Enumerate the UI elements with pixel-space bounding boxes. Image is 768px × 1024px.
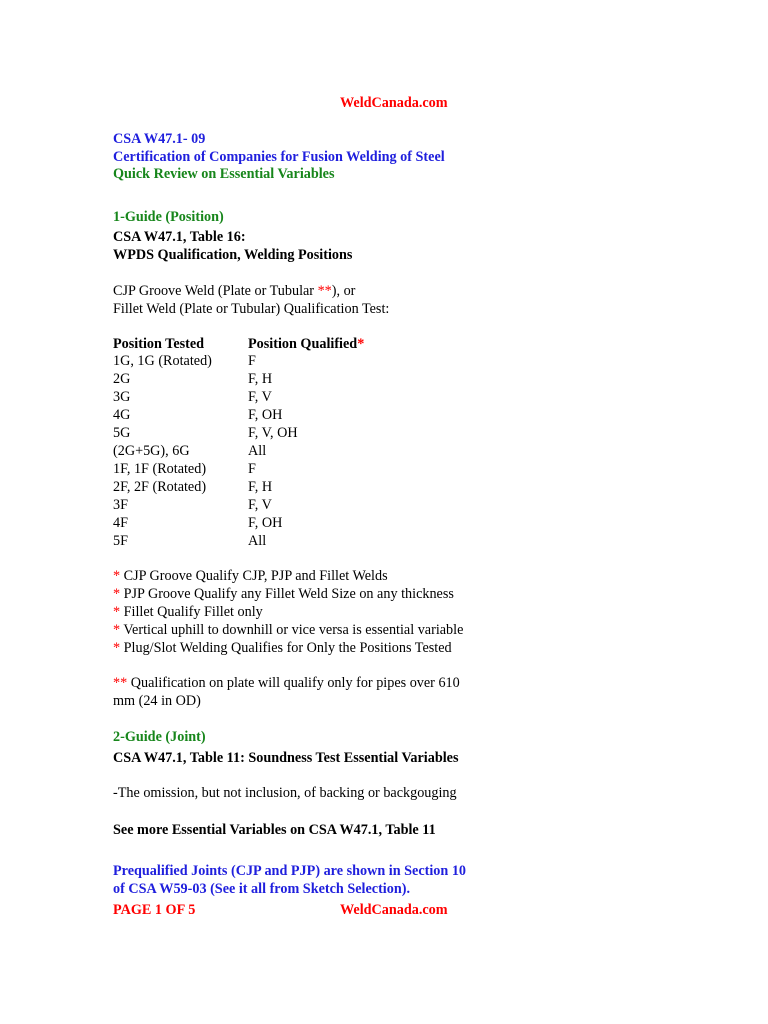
guide1-reference-line2: WPDS Qualification, Welding Positions (113, 247, 353, 263)
table-cell-tested: 5G (113, 425, 131, 441)
table-cell-tested: 1F, 1F (Rotated) (113, 461, 207, 477)
table-cell-tested: 5F (113, 533, 128, 549)
prequalified-line1: Prequalified Joints (CJP and PJP) are shown in Section 10 (113, 863, 467, 879)
note-text: Fillet Qualify Fillet only (120, 604, 263, 620)
pipe-note-line2: mm (24 in OD) (113, 693, 201, 709)
table-cell-qualified: F, H (248, 371, 273, 387)
note-item (113, 585, 454, 603)
note-text: PJP Groove Qualify any Fillet Weld Size on any thickness (120, 586, 454, 602)
table-cell-qualified: All (248, 533, 267, 549)
guide2-omission-note: -The omission, but not inclusion, of backing or backgouging (113, 785, 457, 801)
guide2-heading: 2-Guide (Joint) (113, 729, 206, 745)
header-site-name: WeldCanada.com (340, 95, 448, 111)
pipe-note-text: Qualification on plate will qualify only for pipes over 610 (127, 675, 460, 691)
asterisk-marker: * (113, 622, 121, 638)
table-cell-qualified: F, V (248, 389, 272, 405)
qualification-test-line2: Fillet Weld (Plate or Tubular) Qualification Test: (113, 301, 390, 317)
table-cell-tested: 3G (113, 389, 131, 405)
table-cell-tested: 1G, 1G (Rotated) (113, 353, 212, 369)
note-item (113, 567, 388, 585)
table-cell-qualified: F, H (248, 479, 273, 495)
table-cell-qualified: F, V, OH (248, 425, 298, 441)
table-cell-qualified: F (248, 461, 256, 477)
prequalified-line2: of CSA W59-03 (See it all from Sketch Selection). (113, 881, 410, 897)
table-cell-qualified: F, OH (248, 515, 283, 531)
table-cell-qualified: F, V (248, 497, 272, 513)
see-more-note: See more Essential Variables on CSA W47.1, Table 11 (113, 822, 436, 838)
qualification-test-line1 (113, 282, 355, 300)
note-text: Plug/Slot Welding Qualifies for Only the Positions Tested (120, 640, 452, 656)
table-cell-tested: 2F, 2F (Rotated) (113, 479, 207, 495)
note-text: CJP Groove Qualify CJP, PJP and Fillet Welds (120, 568, 388, 584)
table-cell-tested: 3F (113, 497, 128, 513)
position-qualified-label: Position Qualified (248, 336, 358, 352)
table-cell-tested: 4G (113, 407, 131, 423)
table-cell-tested: 4F (113, 515, 128, 531)
footer-site-name: WeldCanada.com (340, 902, 448, 918)
standard-title: Certification of Companies for Fusion Welding of Steel (113, 149, 445, 165)
column-header-position-tested: Position Tested (113, 336, 205, 352)
standard-code: CSA W47.1- 09 (113, 131, 206, 147)
column-header-position-qualified (248, 335, 364, 353)
asterisk-marker: * (113, 604, 121, 620)
test-line1-text: CJP Groove Weld (Plate or Tubular (113, 283, 318, 299)
table-cell-qualified: All (248, 443, 267, 459)
footer-page-number: PAGE 1 OF 5 (113, 902, 196, 918)
guide1-heading: 1-Guide (Position) (113, 209, 224, 225)
note-text: Vertical uphill to downhill or vice versa is essential variable (120, 622, 464, 638)
note-item (113, 639, 452, 657)
guide2-reference: CSA W47.1, Table 11: Soundness Test Essential Variables (113, 750, 459, 766)
asterisk-marker: * (113, 586, 121, 602)
guide1-reference-line1: CSA W47.1, Table 16: (113, 229, 246, 245)
test-line1-suffix: ), or (331, 283, 356, 299)
note-item (113, 603, 263, 621)
asterisk-marker: * (357, 336, 365, 352)
double-asterisk-marker: ** (113, 675, 128, 691)
table-cell-qualified: F, OH (248, 407, 283, 423)
asterisk-marker: * (113, 640, 121, 656)
pipe-note-line1 (113, 674, 460, 692)
table-cell-qualified: F (248, 353, 256, 369)
table-cell-tested: 2G (113, 371, 131, 387)
double-asterisk-marker: ** (317, 283, 332, 299)
table-cell-tested: (2G+5G), 6G (113, 443, 190, 459)
asterisk-marker: * (113, 568, 121, 584)
note-item (113, 621, 463, 639)
document-subtitle: Quick Review on Essential Variables (113, 166, 335, 182)
